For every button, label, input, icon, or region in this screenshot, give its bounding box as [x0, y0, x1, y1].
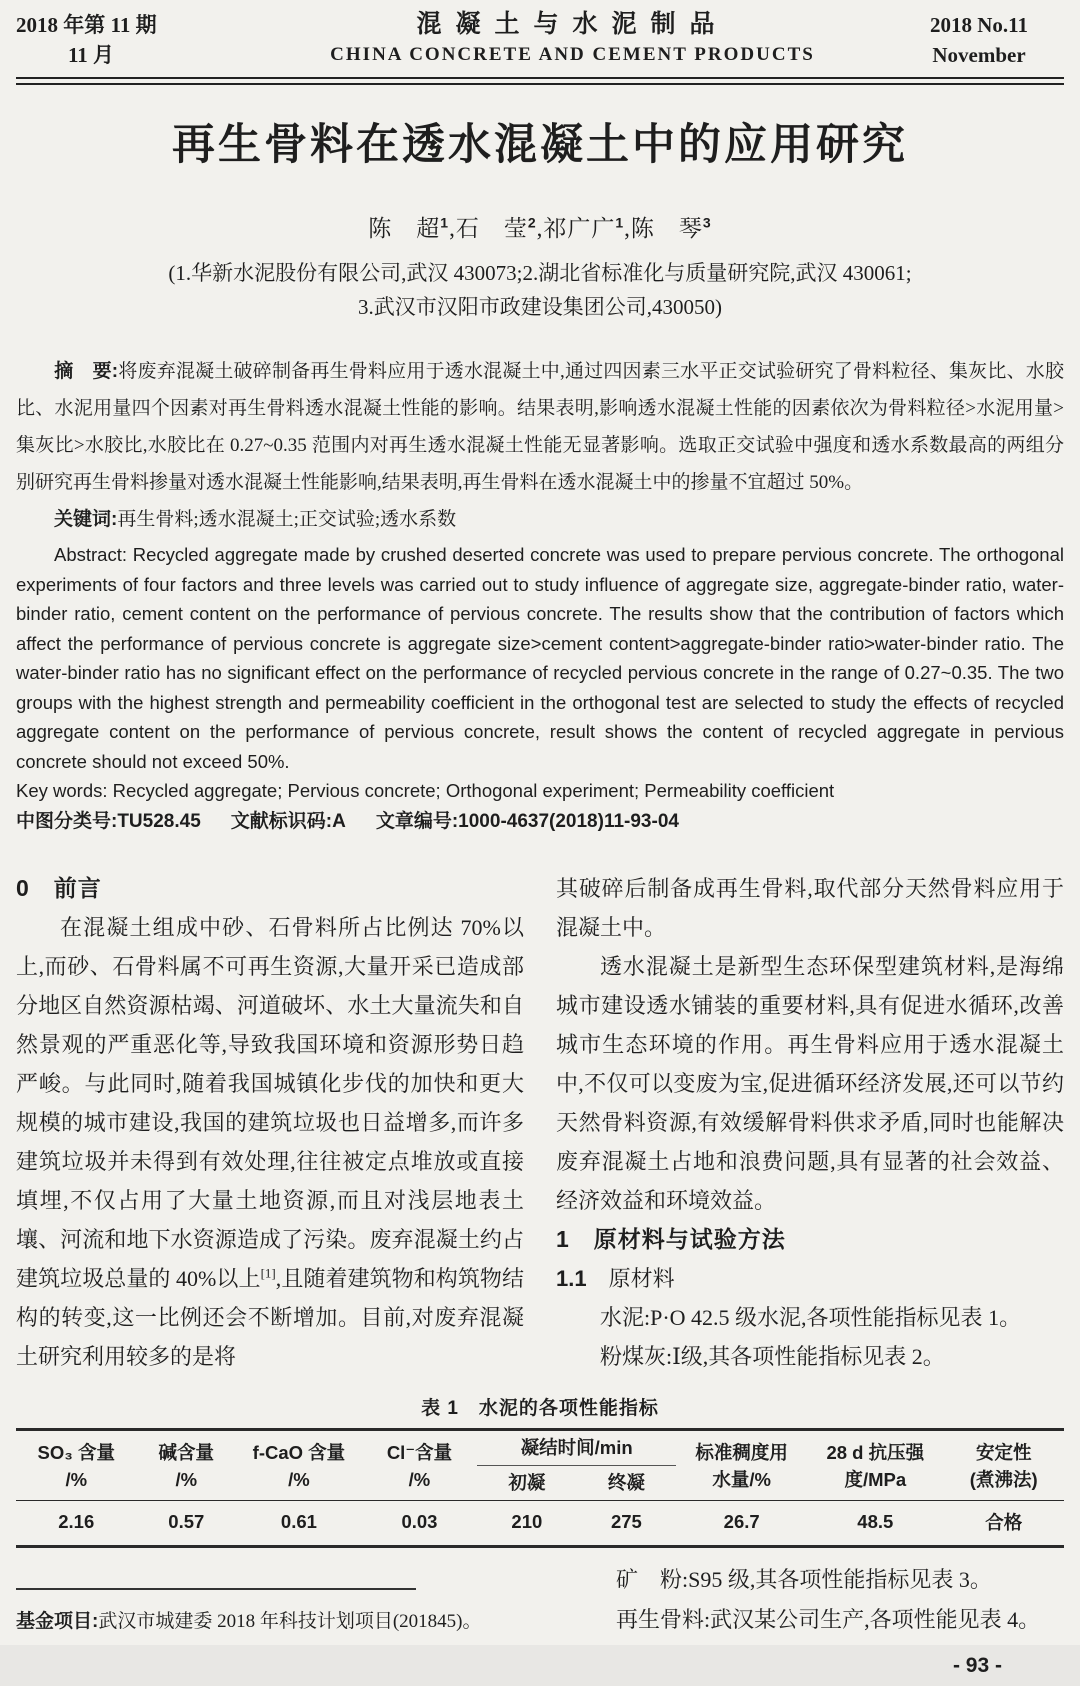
classification-line	[16, 806, 1064, 837]
author-affiliation-sup: 2	[527, 214, 537, 231]
paragraph-text: 在混凝土组成中砂、石骨料所占比例达 70%以上,而砂、石骨料属不可再生资源,大量开采已造成部分地区自然资源枯竭、河道破坏、水土大量流失和自然景观的严重恶化等,导致我国环境和资源形势日趋严峻。与此同时,随着我国城镇化步伐的加快和更大规模的城市建设,我国的建筑垃圾也日益增多,而许多建筑垃圾并未得到有效处理,往往被定点堆放或直接填埋,不仅占用了大量土地资源,而且对浅层地表土壤、河流和地下水资源造成了污染。废弃混凝土约占建筑垃圾总量的 40%以上	[16, 915, 524, 1291]
paragraph-text: ,且随着建筑物和构筑物结构的转变,这一比例还会不断增加。目前,对废弃混凝土研究利用较多的是将	[16, 1266, 524, 1369]
authors-line	[16, 210, 1064, 243]
keywords-en-text: Recycled aggregate; Pervious concrete; Orthogonal experiment; Permeability coefficient	[112, 780, 835, 801]
author: 陈 超	[368, 216, 441, 241]
paragraph-continuation: 其破碎后制备成再生骨料,取代部分天然骨料应用于混凝土中。	[556, 876, 1064, 940]
col-header-fcao: f-CaO 含量 /%	[252, 1441, 346, 1490]
col-header-setting-time: 凝结时间/min	[477, 1430, 676, 1466]
journal-issue-cn	[16, 10, 251, 70]
cell-final-set: 275	[577, 1501, 677, 1547]
subsection-title: 原材料	[586, 1266, 675, 1291]
author: ,石 莹	[449, 216, 528, 241]
body-columns	[16, 869, 1064, 1381]
header-divider	[16, 77, 1064, 85]
paragraph-cement: 水泥:P·O 42.5 级水泥,各项性能指标见表 1。	[600, 1305, 1022, 1330]
fund-label: 基金项目:	[16, 1611, 99, 1632]
keywords-en-label: Key words:	[16, 780, 108, 801]
paragraph-slag-powder: 矿 粉:S95 级,其各项性能指标见表 3。	[616, 1567, 992, 1592]
fund-text	[16, 1606, 536, 1633]
citation-ref: [1]	[260, 1265, 276, 1281]
abstract-en	[16, 540, 1064, 776]
keywords-en	[16, 776, 1064, 806]
cell-initial-set: 210	[477, 1501, 577, 1547]
article-title: 再生骨料在透水混凝土中的应用研究	[172, 121, 908, 169]
author: ,陈 琴	[624, 216, 703, 241]
subsection-number: 1.1	[556, 1266, 587, 1291]
article-id-value: 1000-4637(2018)11-93-04	[458, 811, 679, 832]
col-header-water-demand: 标准稠度用 水量/%	[695, 1441, 788, 1490]
paragraph-intro	[16, 908, 524, 1376]
section-heading-materials: 1 原材料与试验方法	[556, 1226, 786, 1252]
doc-code-label: 文献标识码:	[230, 811, 333, 832]
table1-caption: 表 1 水泥的各项性能指标	[421, 1398, 659, 1419]
col-header-alkali: 碱含量 /%	[158, 1441, 215, 1490]
cell-28d-strength: 48.5	[807, 1501, 943, 1547]
cell-alkali: 0.57	[137, 1501, 237, 1547]
paragraph-fly-ash: 粉煤灰:Ⅰ级,其各项性能指标见表 2。	[600, 1344, 945, 1369]
fund-project: 武汉市城建委 2018 年科技计划项目(201845)。	[98, 1611, 482, 1632]
abstract-en-text: Recycled aggregate made by crushed deserted concrete was used to prepare pervious concrete. The orthogonal experiments of four factors and three levels was carried out to study influence of aggregate size, aggregate-binder ratio, water-binder ratio, cement content on the performance of pervious concrete. The results show that the contribution of factors which affect the performance of pervious concrete is aggregate size>cement content>aggregate-binder ratio>water-binder ratio. The water-binder ratio has no significant effect on the performance of recycled pervious concrete in the range of 0.27~0.35. The two groups with the highest strength and permeability coefficient in the orthogonal test are selected to study the effects of recycled aggregate content on the performance of pervious concrete, result shows the content of recycled aggregate in pervious concrete should not exceed 50%.	[16, 544, 1064, 772]
clc-label: 中图分类号:	[16, 811, 118, 832]
table1-cement-properties	[16, 1428, 1064, 1548]
col-header-cl: Cl⁻含量 /%	[386, 1441, 453, 1490]
journal-header	[16, 10, 1064, 70]
cell-so3: 2.16	[16, 1501, 137, 1547]
table-row	[16, 1501, 1064, 1547]
issue-month-en: November	[932, 43, 1026, 67]
affiliation-line-1: (1.华新水泥股份有限公司,武汉 430073;2.湖北省标准化与质量研究院,武汉 430061;	[168, 261, 912, 285]
col-subheader-initial-set: 初凝	[508, 1472, 546, 1493]
cell-cl: 0.03	[362, 1501, 477, 1547]
cell-soundness: 合格	[943, 1501, 1064, 1547]
issue-line-2: 11 月	[67, 43, 115, 67]
doc-code-value: A	[332, 811, 346, 832]
author-affiliation-sup: 3	[702, 214, 712, 231]
abstract-cn	[16, 353, 1064, 501]
journal-name-cn: 混凝土与水泥制品	[416, 11, 729, 38]
col-header-28d-strength: 28 d 抗压强 度/MPa	[826, 1441, 925, 1490]
section-heading-preface: 0 前言	[16, 875, 102, 901]
page-footer	[16, 1560, 1064, 1686]
col-header-soundness: 安定性 (煮沸法)	[969, 1441, 1038, 1490]
journal-name-en: CHINA CONCRETE AND CEMENT PRODUCTS	[330, 44, 815, 65]
col-header-so3: SO₃ 含量 /%	[37, 1441, 115, 1490]
keywords-text: 再生骨料;透水混凝土;正交试验;透水系数	[117, 509, 457, 530]
cell-water-demand: 26.7	[676, 1501, 807, 1547]
col-subheader-final-set: 终凝	[607, 1472, 645, 1493]
abstract-en-label: Abstract:	[54, 544, 127, 565]
issue-number-en: 2018 No.11	[929, 13, 1028, 37]
subsection-heading-raw-materials	[556, 1259, 1064, 1298]
author: ,祁广广	[536, 216, 616, 241]
keywords-cn	[16, 501, 1064, 538]
right-column-continued	[536, 1560, 1064, 1686]
footnote-divider	[16, 1588, 416, 1590]
right-column	[556, 869, 1064, 1381]
paragraph-recycled-aggregate: 再生骨料:武汉某公司生产,各项性能见表 4。	[616, 1607, 1041, 1632]
left-column	[16, 869, 524, 1381]
abstract-text: 将废弃混凝土破碎制备再生骨料应用于透水混凝土中,通过四因素三水平正交试验研究了骨料粒径、集灰比、水胶比、水泥用量四个因素对再生骨料透水混凝土性能的影响。结果表明,影响透水混凝土性能的因素依次为骨料粒径>水泥用量>集灰比>水胶比,水胶比在 0.27~0.35 范围内对再生透水混凝土性能无显著影响。选取正交试验中强度和透水系数最高的两组分别研究再生骨料掺量对透水混凝土性能影响,结果表明,再生骨料在透水混凝土中的掺量不宜超过 50%。	[16, 361, 1064, 493]
keywords-label: 关键词:	[54, 509, 118, 530]
page-number: - 93 -	[952, 1654, 1002, 1677]
fund-note	[16, 1560, 536, 1686]
paragraph-pervious-concrete: 透水混凝土是新型生态环保型建筑材料,是海绵城市建设透水铺装的重要材料,具有促进水循环,改善城市生态环境的作用。再生骨料应用于透水混凝土中,不仅可以变废为宝,促进循环经济发展,还可以节约天然骨料资源,有效缓解骨料供求矛盾,同时也能解决废弃混凝土占地和浪费问题,具有显著的社会效益、经济效益和环境效益。	[556, 954, 1064, 1213]
clc-value: TU528.45	[117, 811, 201, 832]
author-affiliation-sup: 1	[615, 214, 625, 231]
article-id-label: 文章编号:	[375, 811, 459, 832]
abstract-label: 摘 要:	[54, 361, 119, 382]
author-affiliation-sup: 1	[440, 214, 450, 231]
journal-issue-en	[894, 10, 1064, 70]
issue-line-1: 2018 年第 11 期	[16, 13, 157, 37]
affiliation-line-2: 3.武汉市汉阳市政建设集团公司,430050)	[358, 295, 722, 319]
journal-name	[251, 10, 894, 70]
cell-fcao: 0.61	[236, 1501, 362, 1547]
